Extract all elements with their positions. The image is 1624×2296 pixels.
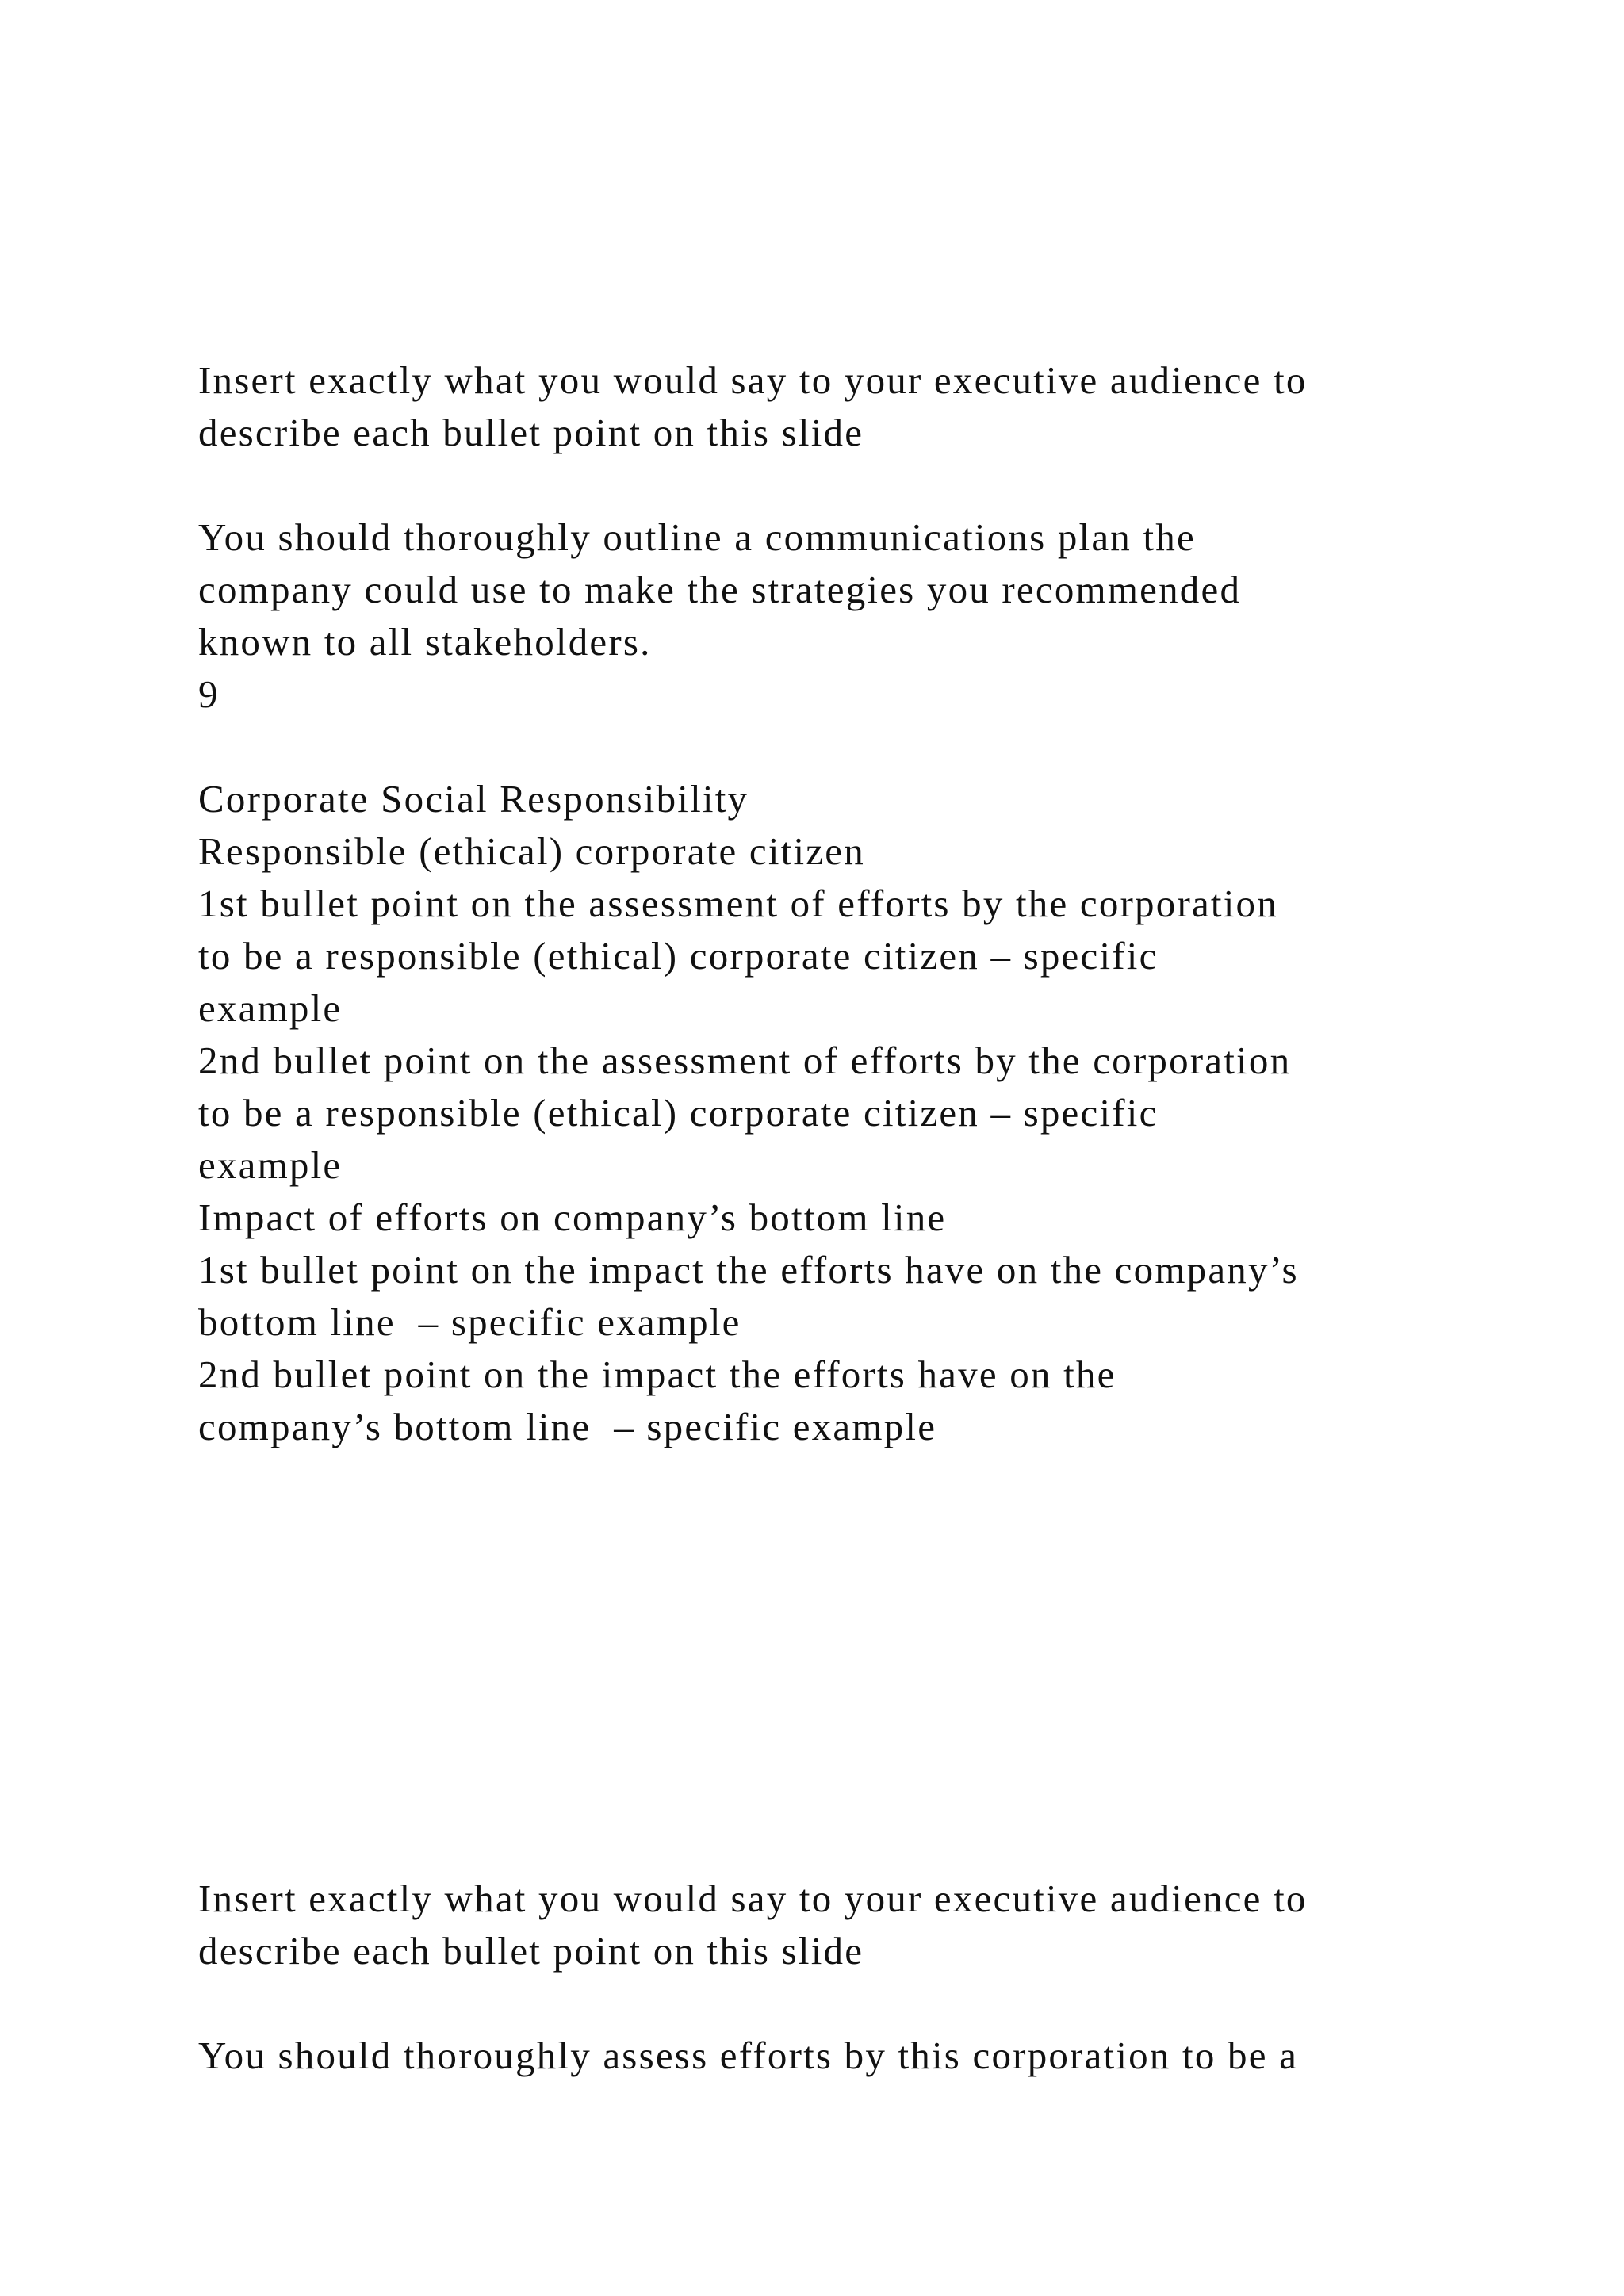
text-line: company could use to make the strategies you recommended bbox=[198, 568, 1242, 611]
slide-title: Corporate Social Responsibility bbox=[198, 777, 749, 821]
text-line: Insert exactly what you would say to your executive audience to bbox=[198, 358, 1308, 402]
text-line: Insert exactly what you would say to your executive audience to bbox=[198, 1877, 1308, 1920]
communications-plan-paragraph bbox=[198, 511, 1241, 721]
text-line: example bbox=[198, 986, 343, 1030]
text-line: You should thoroughly assess efforts by this corporation to be a bbox=[198, 2034, 1299, 2077]
text-line: example bbox=[198, 1143, 343, 1187]
csr-slide-content bbox=[198, 773, 1299, 1453]
text-line: 2nd bullet point on the impact the efforts have on the bbox=[198, 1353, 1116, 1396]
text-line: describe each bullet point on this slide bbox=[198, 411, 864, 454]
section-heading: Impact of efforts on company’s bottom line bbox=[198, 1196, 947, 1239]
text-line: company’s bottom line – specific example bbox=[198, 1405, 937, 1448]
text-line: 1st bullet point on the impact the efforts have on the company’s bbox=[198, 1248, 1299, 1292]
text-line: to be a responsible (ethical) corporate citizen – specific bbox=[198, 1091, 1159, 1135]
assessment-paragraph bbox=[198, 2030, 1298, 2082]
text-line: describe each bullet point on this slide bbox=[198, 1929, 864, 1973]
text-line: bottom line – specific example bbox=[198, 1300, 741, 1344]
text-line: to be a responsible (ethical) corporate citizen – specific bbox=[198, 934, 1159, 978]
speaker-notes-instruction-1 bbox=[198, 354, 1308, 459]
text-line: known to all stakeholders. bbox=[198, 620, 652, 664]
text-line: 1st bullet point on the assessment of efforts by the corporation bbox=[198, 882, 1278, 925]
text-line: 2nd bullet point on the assessment of efforts by the corporation bbox=[198, 1039, 1292, 1082]
text-line: You should thoroughly outline a communications plan the bbox=[198, 515, 1196, 559]
speaker-notes-instruction-2 bbox=[198, 1873, 1308, 1977]
section-heading: Responsible (ethical) corporate citizen bbox=[198, 829, 865, 873]
slide-number: 9 bbox=[198, 672, 220, 716]
